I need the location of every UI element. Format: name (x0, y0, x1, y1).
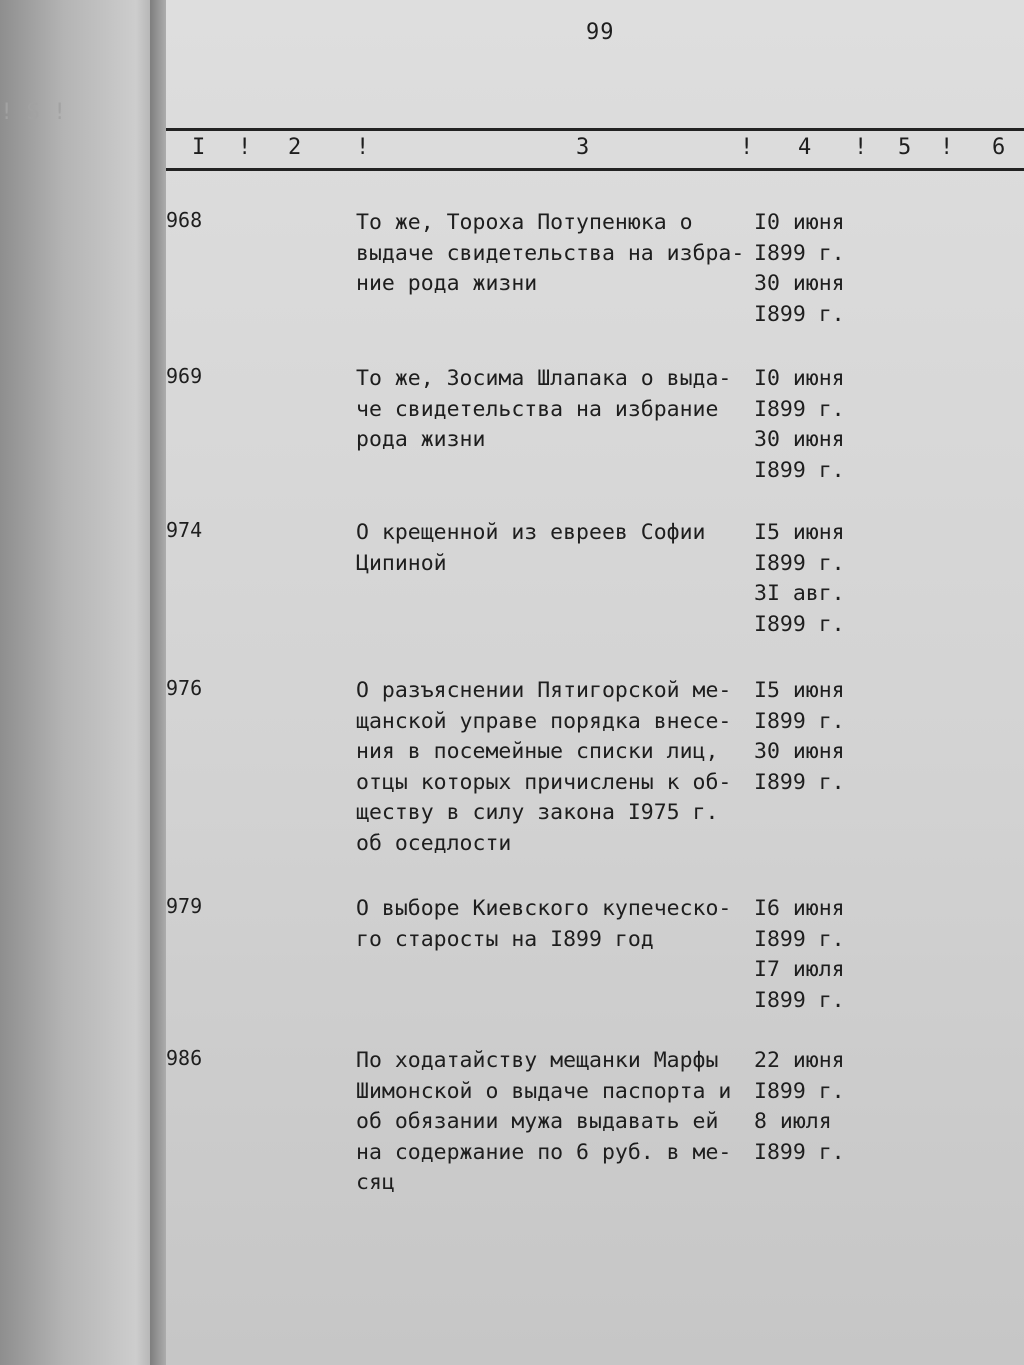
entry-number: 976 (166, 676, 203, 700)
date-line: I899 г. (754, 457, 845, 483)
entry-title (356, 1046, 746, 1199)
entry-title (356, 364, 746, 456)
title-line: че свидетельства на избрание (356, 396, 719, 422)
title-line: сяц (356, 1170, 395, 1195)
date-line: I899 г. (754, 611, 845, 637)
entry-dates (754, 894, 854, 1016)
title-line: Шимонской о выдаче паспорта и (356, 1078, 732, 1104)
left-facing-page (0, 0, 160, 1365)
entry-dates (754, 208, 854, 330)
entry-title (356, 518, 746, 579)
date-line: I899 г. (754, 1139, 845, 1165)
column-header-1: I (192, 135, 206, 160)
title-line: ние рода жизни (356, 271, 538, 296)
page-number: 99 (586, 20, 615, 45)
header-rule-bottom (166, 168, 1024, 171)
date-line: I899 г. (754, 708, 845, 734)
column-header-6: 6 (992, 135, 1006, 160)
title-line: выдаче свидетельства на избра- (356, 240, 745, 266)
date-line: I6 июня (754, 896, 845, 921)
date-line: I899 г. (754, 240, 845, 266)
title-line: То же, Зосима Шлапака о выда- (356, 366, 732, 391)
date-line: I899 г. (754, 1078, 845, 1104)
title-line: щанской управе порядка внесе- (356, 708, 732, 734)
date-line: I899 г. (754, 769, 845, 795)
document-page (166, 0, 1024, 1365)
date-line: I899 г. (754, 550, 845, 576)
entry-title (356, 676, 746, 859)
date-line: I5 июня (754, 520, 845, 545)
date-line: I899 г. (754, 396, 845, 422)
title-line: об обязании мужа выдавать ей (356, 1109, 719, 1134)
entry-dates (754, 518, 854, 640)
entry-number: 969 (166, 364, 203, 388)
date-line: I7 июля (754, 957, 845, 982)
date-line: 30 июня (754, 427, 845, 452)
title-line: Ципиной (356, 550, 447, 576)
entry-number: 968 (166, 208, 203, 232)
title-line: об оседлости (356, 830, 512, 856)
header-rule-top (166, 128, 1024, 131)
title-line: То же, Тороха Потупенюка о (356, 210, 693, 235)
column-header-2: 2 (288, 135, 302, 160)
column-header-4: 4 (798, 135, 812, 160)
column-separator: ! (740, 135, 754, 160)
title-line: ществу в силу закона I975 г. (356, 800, 719, 825)
title-line: на содержание по 6 руб. в ме- (356, 1139, 732, 1165)
column-separator: ! (238, 135, 252, 160)
entry-dates (754, 1046, 854, 1168)
entry-number: 979 (166, 894, 203, 918)
entry-number: 974 (166, 518, 203, 542)
date-line: 8 июля (754, 1109, 832, 1134)
column-separator: ! (854, 135, 868, 160)
date-line: I899 г. (754, 926, 845, 952)
column-header-5: 5 (898, 135, 912, 160)
entry-dates (754, 364, 854, 486)
title-line: О разъяснении Пятигорской ме- (356, 678, 732, 703)
entry-title (356, 894, 746, 955)
date-line: I899 г. (754, 301, 845, 327)
title-line: О выборе Киевского купеческо- (356, 896, 732, 921)
date-line: 30 июня (754, 739, 845, 764)
entry-number: 986 (166, 1046, 203, 1070)
title-line: го старосты на I899 год (356, 926, 654, 952)
date-line: I5 июня (754, 678, 845, 703)
date-line: 3I авг. (754, 581, 845, 606)
entry-dates (754, 676, 854, 798)
title-line: отцы которых причислены к об- (356, 769, 732, 795)
column-header-3: 3 (576, 135, 590, 160)
entry-title (356, 208, 746, 300)
title-line: ния в посемейные списки лиц, (356, 739, 719, 764)
column-separator: ! (940, 135, 954, 160)
bleed-through-mark: ! S ! (0, 100, 67, 125)
column-separator: ! (356, 135, 370, 160)
title-line: О крещенной из евреев Софии (356, 520, 706, 545)
title-line: рода жизни (356, 427, 486, 452)
title-line: По ходатайству мещанки Марфы (356, 1048, 719, 1073)
date-line: 30 июня (754, 271, 845, 296)
date-line: I0 июня (754, 210, 845, 235)
date-line: 22 июня (754, 1048, 845, 1073)
date-line: I0 июня (754, 366, 845, 391)
date-line: I899 г. (754, 987, 845, 1013)
